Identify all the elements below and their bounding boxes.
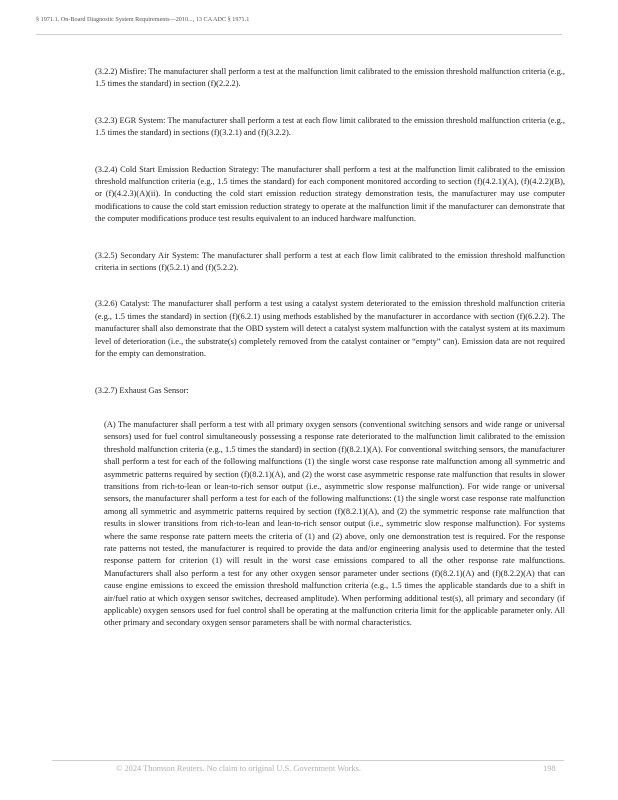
document-body (95, 66, 565, 630)
section-3-2-2-misfire: (3.2.2) Misfire: The manufacturer shall perform a test at the malfunction limit calibrated to the emission threshold malfunction criteria (e.g., 1.5 times the standard) in section (f)(2.2.2). (95, 67, 565, 89)
section-3-2-5-secondary-air: (3.2.5) Secondary Air System: The manufacturer shall perform a test at each flow limit calibrated to the emission threshold malfunction criteria in sections (f)(5.2.1) and (f)(5.2.2). (95, 250, 565, 273)
running-head: § 1971.1. On-Board Diagnostic System Requirements—2010..., 13 CA ADC § 1971.1 (36, 16, 250, 23)
footer-divider (52, 760, 564, 761)
section-3-2-3-egr-system: (3.2.3) EGR System: The manufacturer shall perform a test at each flow limit calibrated to the emission threshold malfunction criteria (e.g., 1.5 times the standard) in sections (f)(3.2.1) and (f)(3.2.2). (95, 115, 565, 138)
footer-copyright: © 2024 Thomson Reuters. No claim to original U.S. Government Works. (116, 764, 361, 773)
section-3-2-4-cold-start: (3.2.4) Cold Start Emission Reduction Strategy: The manufacturer shall perform a test at the malfunction limit calibrated to the emission threshold malfunction criteria (e.g., 1.5 times the standard) for each component monitored according to section (f)(4.2.1)(A), (f)(4.2.2)(B), or (f)(4.2.3)(A)(ii). In conducting the cold start emission reduction strategy demonstration tests, the manufacturer may use computer modifications to cause the cold start emission reduction strategy to operate at the malfunction limit if the manufacturer can demonstrate that the computer modifications produce test results equivalent to an induced hardware malfunction. (95, 164, 565, 224)
header-divider (36, 34, 562, 35)
section-3-2-7-exhaust-gas-sensor: (3.2.7) Exhaust Gas Sensor: (95, 385, 189, 395)
section-3-2-7-a: (A) The manufacturer shall perform a test with all primary oxygen sensors (conventional switching sensors and wide range or universal sensors) used for fuel control simultaneously possessing a response rate deteriorated to the malfunction limit calibrated to the emission threshold malfunction criteria (e.g., 1.5 times the standard) in section (f)(8.2.1)(A). For conventional switching sensors, the manufacturer shall perform a test for each of the following malfunctions (1) the single worst case response rate malfunction among all symmetric and asymmetric patterns required by section (f)(8.2.1)(A), and (2) the worst case asymmetric response rate malfunction that results in slower transitions from rich-to-lean or lean-to-rich sensor output (i.e., asymmetric slow response malfunction). For wide range or universal sensors, the manufacturer shall perform a test for each of the following malfunctions: (1) the single worst case response rate malfunction among all symmetric and asymmetric patterns required by section (f)(8.2.1)(A), and (2) the symmetric response rate malfunction that results in slower transitions from rich-to-lean and lean-to-rich sensor output (i.e., symmetric slow response malfunction). For systems where the same response rate pattern meets the criteria of (1) and (2) above, only one demonstration test is required. For the response rate patterns not tested, the manufacturer is required to provide the data and/or engineering analysis used to determine that the tested response pattern for criterion (1) will result in the worst case emissions compared to all the other response rate malfunctions. Manufacturers shall also perform a test for any other oxygen sensor parameter under sections (f)(8.2.1)(A) and (f)(8.2.2)(A) that can cause engine emissions to exceed the emission threshold malfunction criteria (e.g., 1.5 times the applicable standards due to a shift in air/fuel ratio at which oxygen sensor switches, decreased amplitude). When performing additional test(s), all primary and secondary (if applicable) oxygen sensors used for fuel control shall be operating at the malfunction criteria limit for the applicable parameter only. All other primary and secondary oxygen sensor parameters shall be with normal characteristics. (104, 419, 565, 628)
page-number: 198 (543, 764, 556, 773)
section-3-2-6-catalyst: (3.2.6) Catalyst: The manufacturer shall perform a test using a catalyst system deteriorated to the emission threshold malfunction criteria (e.g., 1.5 times the standard) in section (f)(6.2.1) using methods established by the manufacturer in accordance with section (f)(6.2.2). The manufacturer shall also demonstrate that the OBD system will detect a catalyst system malfunction with the catalyst system at its maximum level of deterioration (i.e., the substrate(s) completely removed from the catalyst container or “empty” can). Emission data are not required for the empty can demonstration. (95, 299, 565, 359)
